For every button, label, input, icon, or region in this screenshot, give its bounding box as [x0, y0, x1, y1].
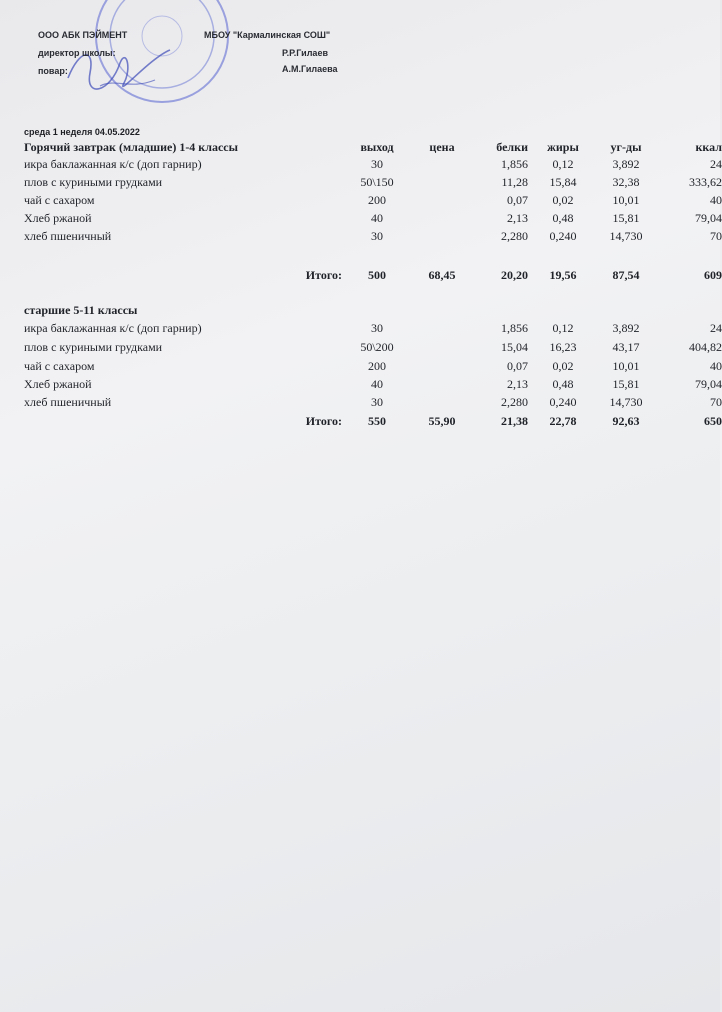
total-label: Итого:: [305, 268, 342, 282]
item-fat: 0,12: [552, 157, 574, 171]
menu-date: среда 1 неделя 04.05.2022: [24, 127, 140, 137]
item-fat: 16,23: [549, 340, 577, 354]
table-row: [24, 157, 722, 173]
item-fat: 15,84: [549, 175, 577, 189]
table-row: [24, 340, 722, 356]
item-fat: 0,02: [552, 193, 574, 207]
item-out: 50\150: [360, 175, 394, 189]
item-out: 200: [368, 193, 386, 207]
item-name: плов с куриными грудками: [24, 340, 163, 354]
col-price: цена: [429, 140, 455, 154]
org-name: ООО АБК ПЭЙМЕНТ: [38, 30, 128, 40]
table-row: [24, 321, 722, 337]
table-row: [24, 359, 722, 375]
item-carbs: 15,81: [612, 377, 640, 391]
item-kcal: 24: [710, 321, 722, 335]
item-protein: 2,280: [501, 395, 528, 409]
cook-label: повар:: [38, 66, 68, 76]
item-kcal: 70: [710, 395, 722, 409]
total-carbs: 92,63: [612, 414, 640, 428]
item-kcal: 333,62: [689, 175, 722, 189]
item-kcal: 40: [710, 193, 722, 207]
total-protein: 20,20: [501, 268, 528, 282]
table-row: [24, 193, 722, 209]
item-out: 30: [371, 157, 383, 171]
director-name: Р.Р.Гилаев: [282, 48, 328, 58]
item-out: 40: [371, 377, 383, 391]
item-protein: 1,856: [501, 157, 528, 171]
item-carbs: 14,730: [609, 229, 643, 243]
item-protein: 0,07: [507, 193, 528, 207]
item-out: 50\200: [360, 340, 394, 354]
item-carbs: 3,892: [612, 321, 640, 335]
item-protein: 11,28: [501, 175, 528, 189]
item-name: хлеб пшеничный: [24, 229, 112, 243]
total-out: 550: [368, 414, 386, 428]
item-out: 30: [371, 229, 383, 243]
item-carbs: 3,892: [612, 157, 640, 171]
total-label: Итого:: [305, 414, 342, 428]
item-fat: 0,02: [552, 359, 574, 373]
total-kcal: 650: [704, 414, 722, 428]
item-kcal: 79,04: [695, 377, 722, 391]
item-protein: 1,856: [501, 321, 528, 335]
item-kcal: 40: [710, 359, 722, 373]
table-row: [24, 211, 722, 227]
total-kcal: 609: [704, 268, 722, 282]
table-row: [24, 229, 722, 245]
signature: [60, 38, 180, 98]
item-carbs: 10,01: [612, 359, 640, 373]
total-row: [24, 414, 722, 430]
item-carbs: 43,17: [612, 340, 640, 354]
table-row: [24, 377, 722, 393]
item-name: икра баклажанная к/с (доп гарнир): [24, 157, 202, 171]
col-out: выход: [360, 140, 394, 154]
total-price: 68,45: [428, 268, 456, 282]
item-name: икра баклажанная к/с (доп гарнир): [24, 321, 202, 335]
item-name: Хлеб ржаной: [24, 211, 92, 225]
section-title-juniors: Горячий завтрак (младшие) 1-4 классы: [24, 140, 238, 154]
table-row: [24, 175, 722, 191]
item-out: 30: [371, 321, 383, 335]
cook-name: А.М.Гилаева: [282, 64, 338, 74]
item-fat: 0,240: [549, 395, 577, 409]
total-out: 500: [368, 268, 386, 282]
table-header-row: [24, 140, 722, 156]
item-carbs: 10,01: [612, 193, 640, 207]
item-out: 30: [371, 395, 383, 409]
col-fat: жиры: [547, 140, 579, 154]
school-name: МБОУ "Кармалинская СОШ": [204, 30, 331, 40]
col-protein: белки: [496, 140, 528, 154]
item-protein: 2,280: [501, 229, 528, 243]
item-fat: 0,240: [549, 229, 577, 243]
item-kcal: 404,82: [689, 340, 722, 354]
item-name: Хлеб ржаной: [24, 377, 92, 391]
total-fat: 22,78: [549, 414, 577, 428]
total-fat: 19,56: [549, 268, 577, 282]
total-protein: 21,38: [501, 414, 528, 428]
item-kcal: 79,04: [695, 211, 722, 225]
total-carbs: 87,54: [612, 268, 640, 282]
item-name: плов с куриными грудками: [24, 175, 163, 189]
item-fat: 0,48: [552, 377, 574, 391]
item-out: 40: [371, 211, 383, 225]
table-row: [24, 395, 722, 411]
item-kcal: 24: [710, 157, 722, 171]
item-protein: 2,13: [507, 211, 528, 225]
item-out: 200: [368, 359, 386, 373]
col-kcal: ккал: [695, 140, 722, 154]
item-kcal: 70: [710, 229, 722, 243]
director-label: директор школы:: [38, 48, 116, 58]
item-protein: 2,13: [507, 377, 528, 391]
item-carbs: 32,38: [612, 175, 640, 189]
item-protein: 0,07: [507, 359, 528, 373]
item-carbs: 15,81: [612, 211, 640, 225]
col-carbs: уг-ды: [610, 140, 642, 154]
total-price: 55,90: [428, 414, 456, 428]
item-name: хлеб пшеничный: [24, 395, 112, 409]
item-fat: 0,48: [552, 211, 574, 225]
item-name: чай с сахаром: [24, 193, 95, 207]
total-row: [24, 268, 722, 284]
item-name: чай с сахаром: [24, 359, 95, 373]
item-protein: 15,04: [501, 340, 528, 354]
section-title-seniors: старшие 5-11 классы: [24, 303, 138, 317]
item-carbs: 14,730: [609, 395, 643, 409]
item-fat: 0,12: [552, 321, 574, 335]
